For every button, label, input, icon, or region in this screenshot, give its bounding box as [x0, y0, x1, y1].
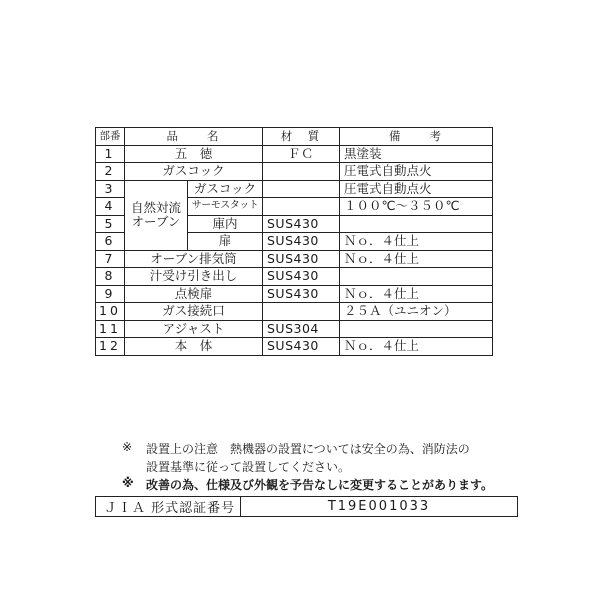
table-row	[96, 163, 493, 181]
part-number: 12	[96, 338, 125, 356]
installation-note-line-1: 設置上の注意 熱機器の設置については安全の為、消防法の	[146, 442, 470, 456]
table-row	[96, 250, 493, 268]
part-material	[263, 303, 340, 321]
part-material: SUS430	[263, 233, 340, 251]
part-material: SUS304	[263, 320, 340, 338]
part-name: ガス接続口	[125, 303, 263, 321]
oven-group-label: 自然対流 オーブン	[125, 180, 188, 250]
part-material	[263, 198, 340, 216]
part-number: 11	[96, 320, 125, 338]
part-remarks: Ｎｏ．４仕上	[340, 233, 493, 251]
part-number: 9	[96, 285, 125, 303]
part-material: SUS430	[263, 268, 340, 286]
header-material: 材 質	[263, 128, 340, 146]
part-name: ガスコック	[188, 180, 263, 198]
part-remarks: 黒塗装	[340, 145, 493, 163]
part-name: 庫内	[188, 215, 263, 233]
part-number: 6	[96, 233, 125, 251]
part-name: オーブン排気筒	[125, 250, 263, 268]
part-remarks: 圧電式自動点火	[340, 163, 493, 181]
part-remarks: 圧電式自動点火	[340, 180, 493, 198]
table-row	[96, 303, 493, 321]
part-remarks: １００℃～３５０℃	[340, 198, 493, 216]
table-row	[96, 145, 493, 163]
part-number: 10	[96, 303, 125, 321]
part-number: 1	[96, 145, 125, 163]
part-remarks	[340, 215, 493, 233]
table-row	[96, 268, 493, 286]
part-material: SUS430	[263, 215, 340, 233]
part-remarks: Ｎｏ．４仕上	[340, 285, 493, 303]
jia-certification-box	[95, 496, 518, 517]
part-material	[263, 163, 340, 181]
part-name: ガスコック	[125, 163, 263, 181]
header-row	[96, 128, 493, 146]
part-name: 五 徳	[125, 145, 263, 163]
spec-change-notice: 改善の為、仕様及び外観を予告なしに変更することがあります。	[146, 478, 494, 492]
part-number: 4	[96, 198, 125, 216]
part-number: 7	[96, 250, 125, 268]
part-material: SUS430	[263, 285, 340, 303]
part-remarks: Ｎｏ．４仕上	[340, 250, 493, 268]
jia-label: ＪＩＡ 形式認証番号	[96, 497, 241, 517]
header-part-name: 品 名	[125, 128, 263, 146]
table-row	[96, 338, 493, 356]
part-material: SUS430	[263, 338, 340, 356]
header-remarks: 備 考	[340, 128, 493, 146]
part-remarks	[340, 268, 493, 286]
part-remarks: ２５Ａ（ユニオン）	[340, 303, 493, 321]
part-remarks: Ｎｏ．４仕上	[340, 338, 493, 356]
part-material: ＦＣ	[263, 145, 340, 163]
part-name: 汁受け引き出し	[125, 268, 263, 286]
part-number: 5	[96, 215, 125, 233]
installation-note-line-2: 設置基準に従って設置してください。	[146, 460, 351, 474]
part-name: 本 体	[125, 338, 263, 356]
part-material	[263, 180, 340, 198]
parts-table	[95, 127, 493, 356]
part-name: 扉	[188, 233, 263, 251]
header-part-no: 部番	[96, 128, 125, 146]
part-number: 2	[96, 163, 125, 181]
table-row	[96, 320, 493, 338]
table-row	[96, 285, 493, 303]
part-remarks	[340, 320, 493, 338]
note-mark-2: ※	[122, 476, 134, 490]
part-name: アジャスト	[125, 320, 263, 338]
part-name: サーモスタット	[188, 198, 263, 216]
jia-certification-number: T19E001033	[241, 497, 518, 517]
table-row	[96, 180, 493, 198]
part-number: 8	[96, 268, 125, 286]
part-material: SUS430	[263, 250, 340, 268]
note-mark-1: ※	[122, 440, 133, 454]
part-number: 3	[96, 180, 125, 198]
part-name: 点検扉	[125, 285, 263, 303]
